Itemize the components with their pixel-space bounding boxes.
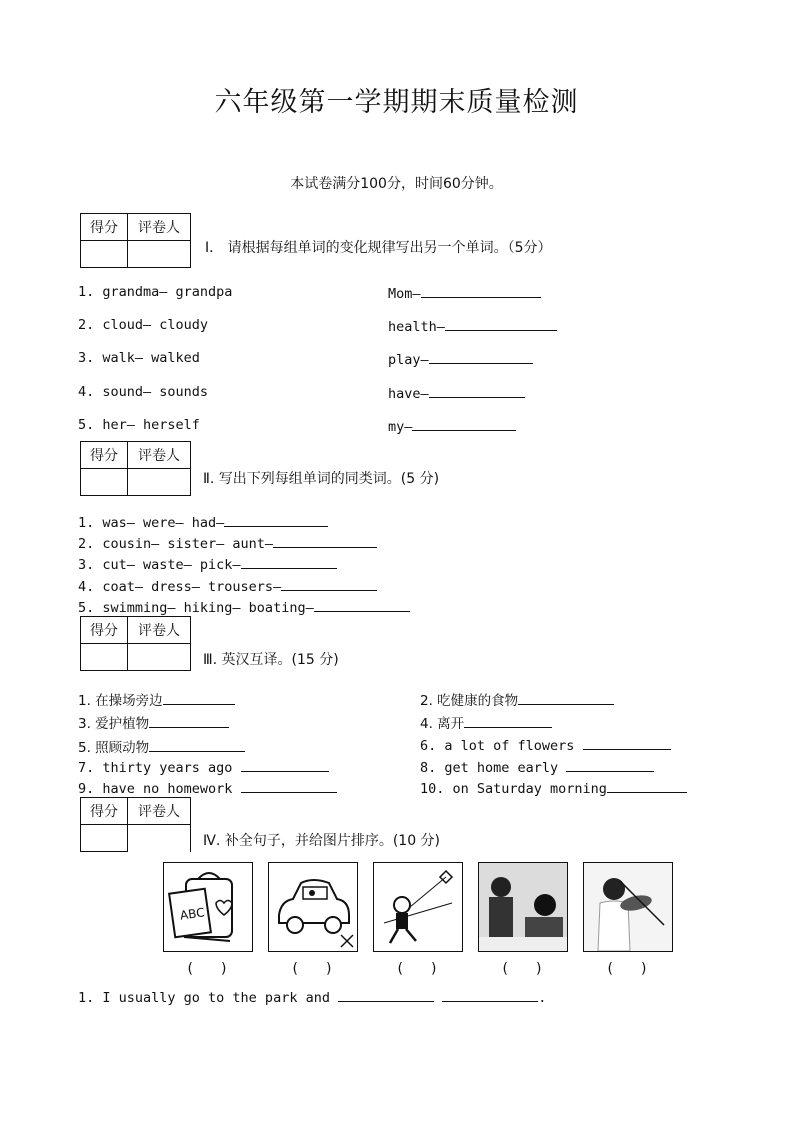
s1-item-1-left: 1. grandma— grandpa xyxy=(78,284,233,300)
s3-item-7: 7. thirty years ago xyxy=(78,758,329,776)
s2-item-2: 2. cousin— sister— aunt— xyxy=(78,534,377,552)
order-blank-2[interactable]: ( ) xyxy=(292,961,332,977)
answer-blank[interactable] xyxy=(281,577,377,591)
s3-item-9: 9. have no homework xyxy=(78,779,337,797)
page-title: 六年级第一学期期末质量检测 xyxy=(214,87,579,118)
s3-item-3: 3. 爱护植物 xyxy=(78,712,229,732)
order-blank-3[interactable]: ( ) xyxy=(397,961,437,977)
section2-heading: Ⅱ. 写出下列每组单词的同类词。(5 分) xyxy=(203,471,440,487)
answer-blank[interactable] xyxy=(429,350,533,364)
section3-heading: Ⅲ. 英汉互译。(15 分) xyxy=(203,652,339,668)
answer-blank[interactable] xyxy=(566,758,654,772)
s3-item-1: 1. 在操场旁边 xyxy=(78,689,235,709)
s1-item-3-left: 3. walk— walked xyxy=(78,350,200,366)
s1-item-4-right: have— xyxy=(388,384,525,402)
s1-item-2-right: health— xyxy=(388,317,557,335)
answer-blank[interactable] xyxy=(607,779,687,793)
score-cell[interactable] xyxy=(81,469,128,496)
grader-label: 评卷人 xyxy=(128,442,191,469)
s1-item-5-right: my— xyxy=(388,417,516,435)
s3-item-6: 6. a lot of flowers xyxy=(420,736,671,754)
score-box-1 xyxy=(80,213,191,268)
score-cell[interactable] xyxy=(81,825,128,852)
s1-item-5-left: 5. her— herself xyxy=(78,417,200,433)
grader-cell[interactable] xyxy=(128,825,191,852)
score-box-3 xyxy=(80,616,191,671)
s3-item-10: 10. on Saturday morning xyxy=(420,779,687,797)
grader-cell[interactable] xyxy=(128,644,191,671)
grader-label: 评卷人 xyxy=(128,798,191,825)
s3-item-2: 2. 吃健康的食物 xyxy=(420,689,614,709)
grader-cell[interactable] xyxy=(128,241,191,268)
grader-cell[interactable] xyxy=(128,469,191,496)
answer-blank[interactable] xyxy=(442,988,538,1002)
s2-item-3: 3. cut— waste— pick— xyxy=(78,555,337,573)
score-box-4 xyxy=(80,797,191,852)
s1-item-4-left: 4. sound— sounds xyxy=(78,384,209,400)
car-icon xyxy=(269,863,357,951)
bag-label: ABC xyxy=(179,905,206,923)
picture-4 xyxy=(478,862,568,952)
picture-2 xyxy=(268,862,358,952)
grader-label: 评卷人 xyxy=(128,214,191,241)
s2-item-5: 5. swimming— hiking— boating— xyxy=(78,598,410,616)
score-box-2 xyxy=(80,441,191,496)
answer-blank[interactable] xyxy=(412,417,516,431)
answer-blank[interactable] xyxy=(429,384,525,398)
answer-blank[interactable] xyxy=(241,758,329,772)
answer-blank[interactable] xyxy=(224,513,328,527)
s2-item-1: 1. was— were— had— xyxy=(78,513,328,531)
kite-flying-icon xyxy=(374,863,462,951)
answer-blank[interactable] xyxy=(149,714,229,728)
answer-blank[interactable] xyxy=(273,534,377,548)
answer-blank[interactable] xyxy=(518,691,614,705)
s1-item-3-right: play— xyxy=(388,350,533,368)
s1-item-1-right: Mom— xyxy=(388,284,541,302)
answer-blank[interactable] xyxy=(583,736,671,750)
answer-blank[interactable] xyxy=(241,779,337,793)
order-blank-4[interactable]: ( ) xyxy=(502,961,542,977)
score-label: 得分 xyxy=(81,798,128,825)
section1-heading: Ⅰ． 请根据每组单词的变化规律写出另一个单词。（5分） xyxy=(205,240,552,256)
answer-blank[interactable] xyxy=(464,714,552,728)
picture-5 xyxy=(583,862,673,952)
picture-1 xyxy=(163,862,253,952)
answer-blank[interactable] xyxy=(163,691,235,705)
score-cell[interactable] xyxy=(81,644,128,671)
exam-info: 本试卷满分100分，时间60分钟。 xyxy=(290,176,503,192)
s3-item-4: 4. 离开 xyxy=(420,712,552,732)
score-cell[interactable] xyxy=(81,241,128,268)
score-label: 得分 xyxy=(81,617,128,644)
s3-item-8: 8. get home early xyxy=(420,758,654,776)
score-label: 得分 xyxy=(81,442,128,469)
order-blank-1[interactable]: ( ) xyxy=(187,961,227,977)
answer-blank[interactable] xyxy=(241,555,337,569)
answer-blank[interactable] xyxy=(338,988,434,1002)
section4-heading: Ⅳ. 补全句子，并给图片排序。(10 分) xyxy=(203,833,441,849)
violin-girl-icon xyxy=(584,863,672,951)
order-blank-5[interactable]: ( ) xyxy=(607,961,647,977)
answer-blank[interactable] xyxy=(149,738,245,752)
s1-item-2-left: 2. cloud— cloudy xyxy=(78,317,209,333)
visiting-grandparents-icon xyxy=(479,863,567,951)
s4-sentence-1: 1. I usually go to the park and . xyxy=(78,990,547,1006)
school-bag-icon xyxy=(164,863,252,951)
answer-blank[interactable] xyxy=(421,284,541,298)
picture-3 xyxy=(373,862,463,952)
answer-blank[interactable] xyxy=(445,317,557,331)
score-label: 得分 xyxy=(81,214,128,241)
s2-item-4: 4. coat— dress— trousers— xyxy=(78,577,377,595)
s3-item-5: 5. 照顾动物 xyxy=(78,736,245,756)
answer-blank[interactable] xyxy=(314,598,410,612)
grader-label: 评卷人 xyxy=(128,617,191,644)
